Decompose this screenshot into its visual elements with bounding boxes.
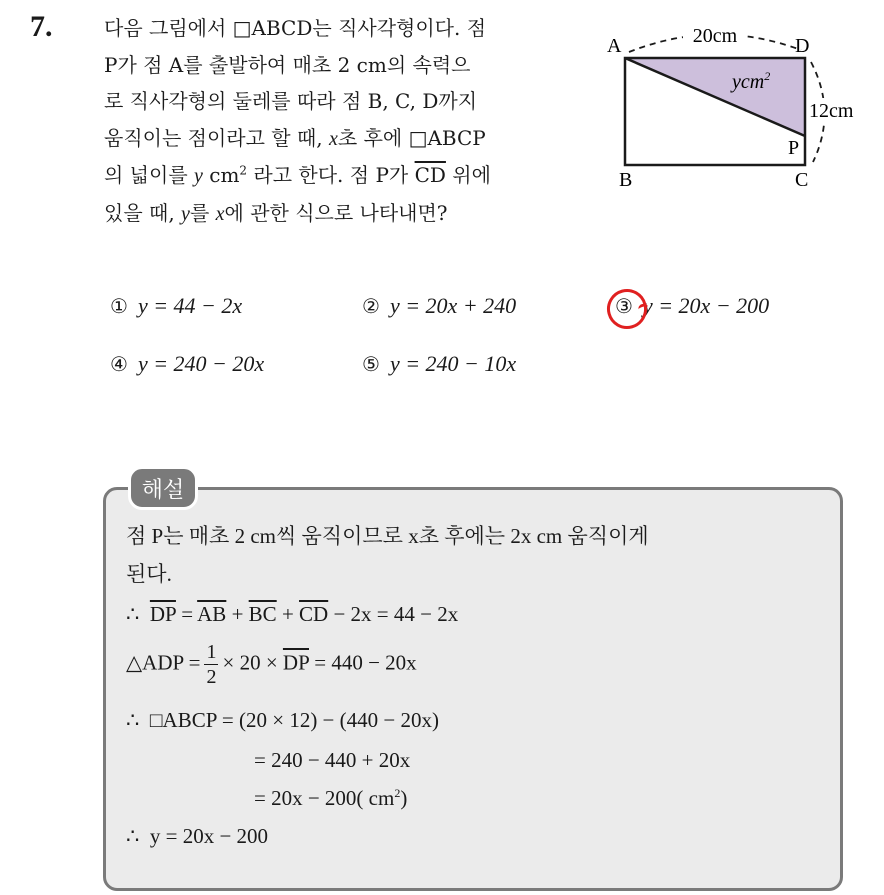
question-line-2: P가 점 A를 출발하여 매초 2 cm의 속력으 xyxy=(104,52,471,77)
solution-line-5: ∴ □ABCP = (20 × 12) − (440 − 20x) xyxy=(126,708,439,732)
solution-line-1: 점 P는 매초 2 cm씩 움직이므로 x초 후에는 2x cm 움직이게 xyxy=(126,524,649,548)
solution-line-6: = 240 − 440 + 20x xyxy=(254,748,411,772)
solution-line-8: ∴ y = 20x − 200 xyxy=(126,824,269,848)
solution-line-4: △ADP = $\frac{1}{2}$ × $20 \times \overline{DP} = 440 - 20x$ xyxy=(126,641,417,688)
question-line-5: 의 넓이를 y $cm^2$ 라고 한다. 점 P가 $\overline{CD}$ 위에 xyxy=(104,163,491,187)
fraction-one-half: $\frac{1}{2}$ xyxy=(206,641,217,688)
question-line-6: 있을 때, y를 x에 관한 식으로 나타내면? xyxy=(104,200,448,225)
question-text xyxy=(104,10,594,232)
label-area: ycm$^2$ xyxy=(732,69,771,93)
label-c: C xyxy=(795,169,809,191)
solution-line-7: = 20x − 200( $cm^2$) xyxy=(254,786,408,810)
choice-1[interactable]: ① y = 44 − 2x xyxy=(110,293,243,318)
solution-line-2: 된다. xyxy=(126,562,172,586)
question-line-3: 로 직사각형의 둘레를 따라 점 B, C, D까지 xyxy=(104,89,478,113)
choice-5[interactable]: ⑤ y = 240 − 10x xyxy=(362,351,517,376)
choice-3[interactable]: ③ y = 20x − 200 xyxy=(615,293,770,318)
label-b: B xyxy=(619,169,633,191)
label-right-length: 12cm xyxy=(809,100,854,122)
selected-answer-circle xyxy=(603,285,652,334)
label-a: A xyxy=(607,35,622,57)
choice-2[interactable]: ② y = 20x + 240 xyxy=(362,293,517,318)
label-top-length: 20cm xyxy=(692,25,738,47)
solution-tab: 해설 xyxy=(128,466,198,510)
question-line-1: 다음 그림에서 □ABCD는 직사각형이다. 점 xyxy=(104,16,487,40)
solution-line-3: ∴ $\overline{DP} = \overline{AB} + \overline{BC} + \overline{CD} - 2x = 44 - 2x$ xyxy=(126,602,459,626)
question-number: 7. xyxy=(30,10,53,43)
question-line-4: 움직이는 점이라고 할 때, x초 후에 □ABCP xyxy=(104,125,486,150)
label-p: P xyxy=(788,137,800,159)
choice-4[interactable]: ④ y = 240 − 20x xyxy=(110,351,265,376)
rectangle-figure xyxy=(605,20,875,195)
label-d: D xyxy=(795,35,810,57)
